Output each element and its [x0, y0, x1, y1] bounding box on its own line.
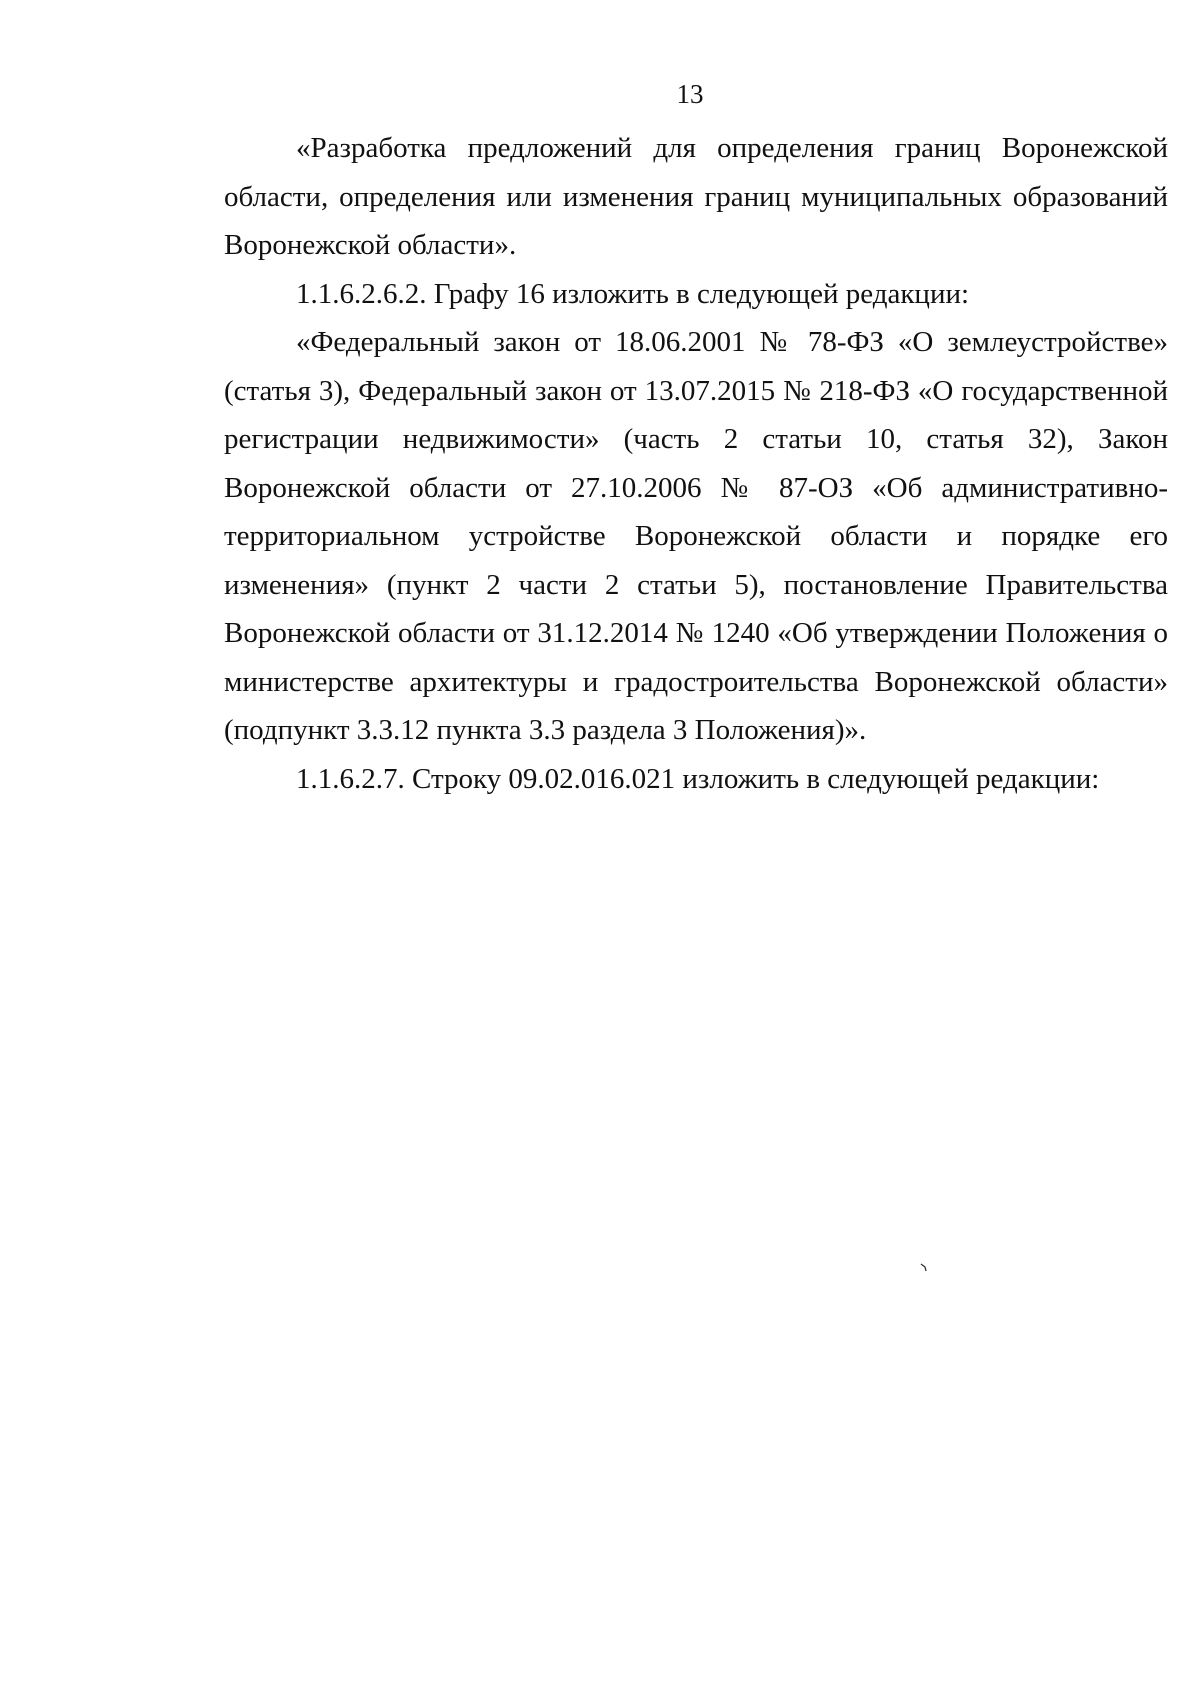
text-line: «Федеральный закон от 18.06.2001 № 78-ФЗ «О землеустройстве» — [296, 326, 1168, 358]
page-number: 13 — [676, 79, 704, 109]
text-line: (статья 3), Федеральный закон от 13.07.2015 № 218-ФЗ «О государственной — [224, 374, 1168, 407]
paragraph-legal-basis — [224, 318, 1168, 755]
text-line: министерстве архитектуры и градостроительства Воронежской области» — [224, 665, 1168, 698]
text-line: изменения» (пункт 2 части 2 статьи 5), постановление Правительства — [224, 568, 1168, 601]
document-body — [224, 124, 1168, 803]
text-line: области, определения или изменения границ муниципальных образований — [224, 180, 1168, 213]
text-line: 1.1.6.2.6.2. Графу 16 изложить в следующей редакции: — [296, 277, 970, 310]
paragraph-quote-title — [224, 124, 1168, 270]
text-line: регистрации недвижимости» (часть 2 статьи 10, статья 32), Закон — [224, 423, 1168, 455]
paragraph-clause-1-1-6-2-7 — [224, 755, 1168, 804]
text-line: (подпункт 3.3.12 пункта 3.3 раздела 3 Положения)». — [224, 714, 867, 746]
text-line: территориальном устройстве Воронежской области и порядке его — [224, 520, 1168, 552]
text-line: 1.1.6.2.7. Строку 09.02.016.021 изложить в следующей редакции: — [296, 762, 1100, 795]
text-line: Воронежской области от 27.10.2006 № 87-ОЗ «Об административно- — [224, 471, 1168, 504]
text-line: Воронежской области от 31.12.2014 № 1240 «Об утверждении Положения о — [224, 617, 1168, 649]
paragraph-clause-1-1-6-2-6-2 — [224, 270, 1168, 319]
text-line: Воронежской области». — [224, 229, 517, 261]
scan-artifact-mark — [920, 1262, 930, 1272]
text-line: «Разработка предложений для определения границ Воронежской — [296, 132, 1168, 164]
